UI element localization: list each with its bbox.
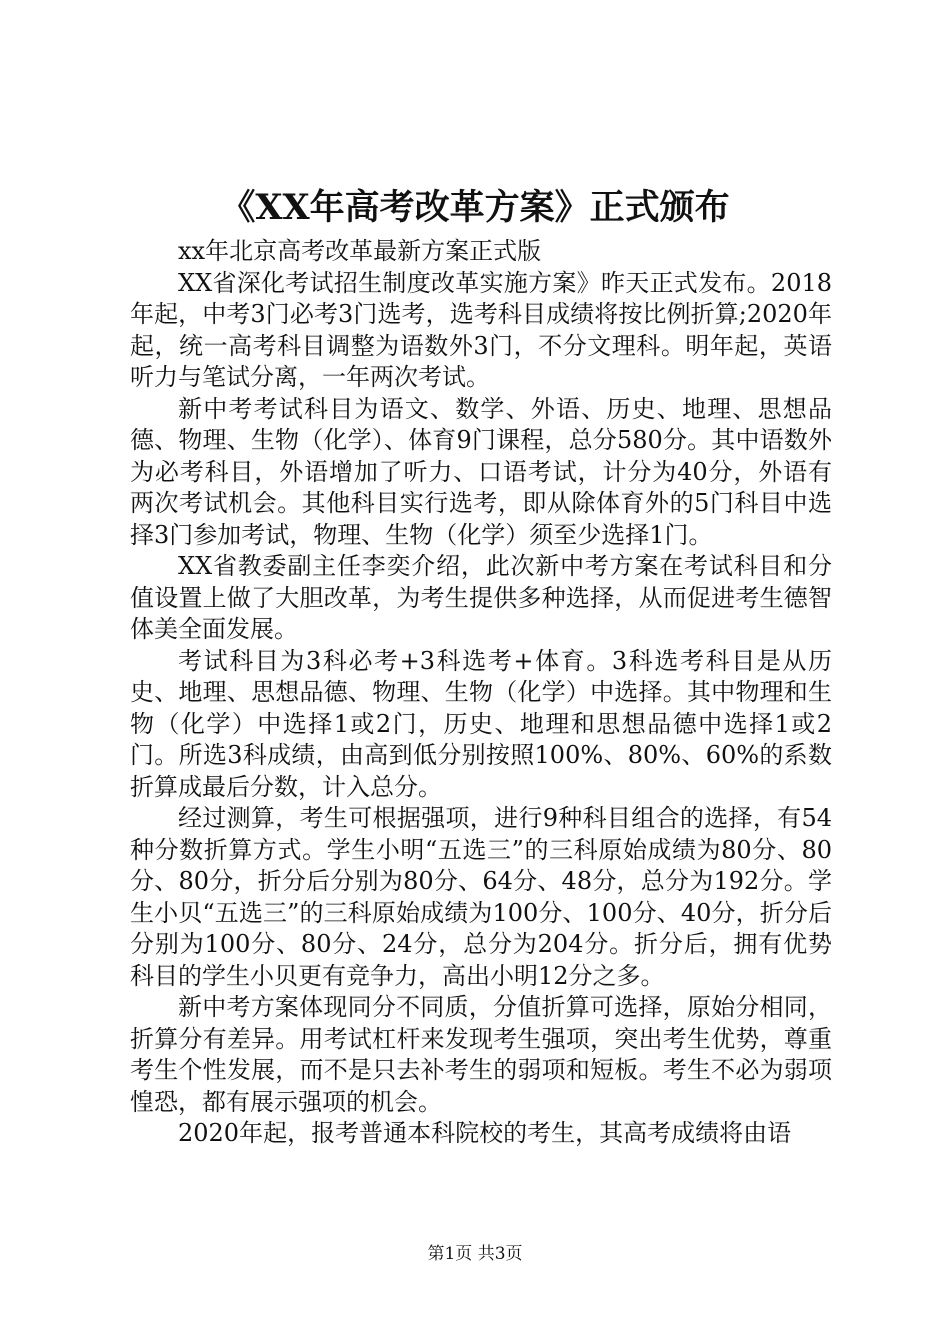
page-footer: 第1页 共3页: [427, 1244, 523, 1264]
paragraph: 经过测算，考生可根据强项，进行9种科目组合的选择，有54种分数折算方式。学生小明“五选三”的三科原始成绩为80分、80分、80分，折分后分别为80分、64分、48分，总分为192分。学生小贝“五选三”的三科原始成绩为100分、100分、40分，折分后分别为100分、80分、24分，总分为204分。折分后，拥有优势科目的学生小贝更有竞争力，高出小明12分之多。: [130, 804, 832, 990]
paragraph: 2020年起，报考普通本科院校的考生，其高考成绩将由语: [178, 1119, 792, 1147]
paragraph: 考试科目为3科必考+3科选考+体育。3科选考科目是从历史、地理、思想品德、物理、生物（化学）中选择。其中物理和生物（化学）中选择1或2门，历史、地理和思想品德中选择1或2门。所选3科成绩，由高到低分别按照100%、80%、60%的系数折算成最后分数，计入总分。: [130, 646, 832, 801]
paragraph: 新中考考试科目为语文、数学、外语、历史、地理、思想品德、物理、生物（化学）、体育9门课程，总分580分。其中语数外为必考科目，外语增加了听力、口语考试，计分为40分，外语有两次考试机会。其他科目实行选考，即从除体育外的5门科目中选择3门参加考试，物理、生物（化学）须至少选择1门。: [130, 394, 832, 549]
paragraph-subtitle: xx年北京高考改革最新方案正式版: [178, 237, 542, 265]
paragraph: XX省深化考试招生制度改革实施方案》昨天正式发布。2018年起，中考3门必考3门选考，选考科目成绩将按比例折算;2020年起，统一高考科目调整为语数外3门，不分文理科。明年起，英语听力与笔试分离，一年两次考试。: [130, 268, 832, 391]
paragraph: XX省教委副主任李奕介绍，此次新中考方案在考试科目和分值设置上做了大胆改革，为考生提供多种选择，从而促进考生德智体美全面发展。: [130, 552, 832, 643]
document-body: [130, 236, 832, 1150]
document-title: 《XX年高考改革方案》正式颁布: [220, 187, 730, 228]
paragraph: 新中考方案体现同分不同质，分值折算可选择，原始分相同，折算分有差异。用考试杠杆来发现考生强项，突出考生优势，尊重考生个性发展，而不是只去补考生的弱项和短板。考生不必为弱项惶恐，都有展示强项的机会。: [130, 993, 832, 1116]
